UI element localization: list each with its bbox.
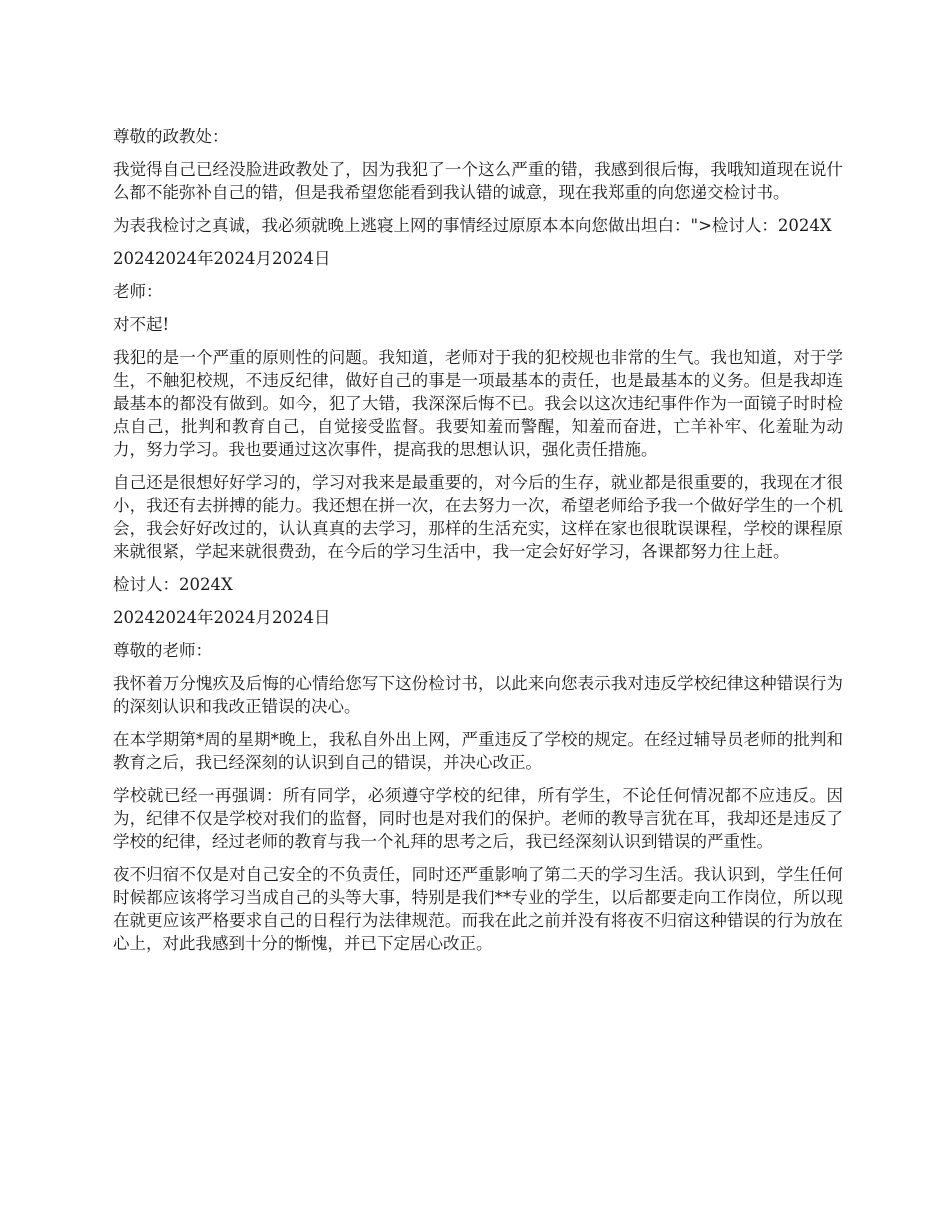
document-body: [113, 125, 843, 965]
paragraph-remorse: 我怀着万分愧疚及后悔的心情给您写下这份检讨书，以此来向您表示我对违反学校纪律这种错误行为的深刻认识和我改正错误的决心。: [113, 674, 843, 716]
paragraph-study: 自己还是很想好好学习的，学习对我来是最重要的，对今后的生存，就业都是很重要的，我现在才很小，我还有去拼搏的能力。我还想在拼一次，在去努力一次，希望老师给予我一个做好学生的一个机会，我会好好改过的，认认真真的去学习，那样的生活充实，这样在家也很耽误课程，学校的课程原来就很紧，学起来就很费劲，在今后的学习生活中，我一定会好好学习，各课都努力往上赶。: [113, 473, 843, 561]
date-line: 20242024年2024月2024日: [113, 249, 331, 268]
paragraph-discipline: 学校就已经一再强调：所有同学，必须遵守学校的纪律，所有学生，不论任何情况都不应违反。因为，纪律不仅是学校对我们的监督，同时也是对我们的保护。老师的教导言犹在耳，我却还是违反了学校的纪律，经过老师的教育与我一个礼拜的思考之后，我已经深刻认识到错误的严重性。: [113, 786, 843, 851]
date-line: 20242024年2024月2024日: [113, 608, 331, 627]
paragraph-principle: 我犯的是一个严重的原则性的问题。我知道，老师对于我的犯校规也非常的生气。我也知道，对于学生，不触犯校规，不违反纪律，做好自己的事是一项最基本的责任，也是最基本的义务。但是我却连最基本的都没有做到。如今，犯了大错，我深深后悔不已。我会以这次违纪事件作为一面镜子时时检点自己，批判和教育自己，自觉接受监督。我要知羞而警醒，知羞而奋进，亡羊补牢、化羞耻为动力，努力学习。我也要通过这次事件，提高我的思想认识，强化责任措施。: [113, 348, 843, 459]
paragraph-opening: 我觉得自己已经没脸进政教处了，因为我犯了一个这么严重的错，我感到很后悔，我哦知道现在说什么都不能弥补自己的错，但是我希望您能看到我认错的诚意，现在我郑重的向您递交检讨书。: [113, 160, 843, 202]
salutation-respected-teacher: 尊敬的老师：: [113, 641, 212, 660]
salutation-political-office: 尊敬的政教处：: [113, 127, 229, 146]
apology-line: 对不起!: [113, 315, 170, 334]
paragraph-reflection: 夜不归宿不仅是对自己安全的不负责任，同时还严重影响了第二天的学习生活。我认识到，学生任何时候都应该将学习当成自己的头等大事，特别是我们**专业的学生，以后都要走向工作岗位，所以现在就更应该严格要求自己的日程行为法律规范。而我在此之前并没有将夜不归宿这种错误的行为放在心上，对此我感到十分的惭愧，并已下定居心改正。: [113, 865, 843, 953]
salutation-teacher: 老师：: [113, 282, 163, 301]
paragraph-incident: 在本学期第*周的星期*晚上，我私自外出上网，严重违反了学校的规定。在经过辅导员老师的批判和教育之后，我已经深刻的认识到自己的错误，并决心改正。: [113, 730, 843, 772]
signature-line: 检讨人：2024X: [113, 575, 233, 594]
paragraph-confession: 为表我检讨之真诚，我必须就晚上逃寝上网的事情经过原原本本向您做出坦白：">检讨人：2024X: [113, 216, 832, 235]
